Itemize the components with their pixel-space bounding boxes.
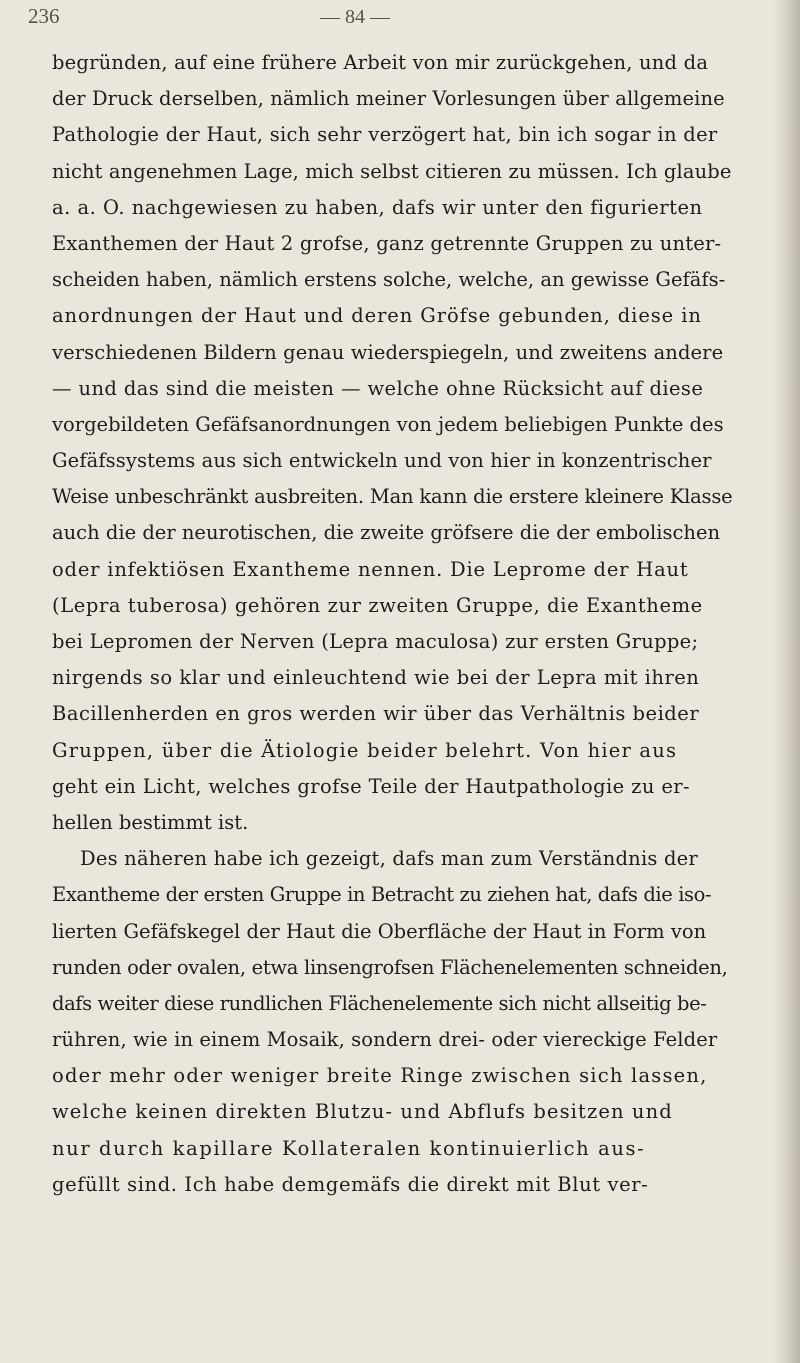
text-line: Gruppen, über die Ätiologie beider belehrt. Von hier aus: [52, 738, 678, 762]
text-line: oder mehr oder weniger breite Ringe zwischen sich lassen,: [52, 1064, 708, 1088]
text-line: nirgends so klar und einleuchtend wie bei der Lepra mit ihren: [52, 666, 700, 690]
text-line: runden oder ovalen, etwa linsengrofsen Flächenelementen schneiden,: [52, 955, 728, 979]
text-line: gefüllt sind. Ich habe demgemäfs die direkt mit Blut ver-: [52, 1172, 649, 1196]
text-line: rühren, wie in einem Mosaik, sondern drei- oder viereckige Felder: [52, 1028, 718, 1052]
text-line: Gefäfssystems aus sich entwickeln und von hier in konzentrischer: [52, 449, 712, 473]
text-line: verschiedenen Bildern genau wiederspiegeln, und zweitens andere: [52, 340, 724, 364]
text-line: (Lepra tuberosa) gehören zur zweiten Gruppe, die Exantheme: [52, 593, 703, 617]
text-line: begründen, auf eine frühere Arbeit von mir zurückgehen, und da: [52, 51, 709, 74]
text-line: der Druck derselben, nämlich meiner Vorlesungen über allgemeine: [52, 87, 725, 111]
text-line: welche keinen direkten Blutzu- und Abflufs besitzen und: [52, 1100, 673, 1124]
running-head: — 84 —: [320, 6, 390, 28]
text-line: Weise unbeschränkt ausbreiten. Man kann die erstere kleinere Klasse: [52, 485, 733, 509]
text-line: Exanthemen der Haut 2 grofse, ganz getrennte Gruppen zu unter-: [52, 231, 722, 255]
text-line: anordnungen der Haut und deren Gröfse gebunden, diese in: [52, 304, 702, 328]
text-line: bei Lepromen der Nerven (Lepra maculosa) zur ersten Gruppe;: [52, 630, 699, 653]
body-text: [52, 45, 780, 1203]
text-line: auch die der neurotischen, die zweite gröfsere die der embolischen: [52, 521, 721, 545]
text-line: nicht angenehmen Lage, mich selbst citieren zu müssen. Ich glaube: [52, 159, 732, 183]
text-line: vorgebildeten Gefäfsanordnungen von jedem beliebigen Punkte des: [52, 412, 724, 436]
text-line: scheiden haben, nämlich erstens solche, welche, an gewisse Gefäfs-: [52, 268, 726, 292]
text-line: oder infektiösen Exantheme nennen. Die Leprome der Haut: [52, 557, 689, 581]
text-line: Exantheme der ersten Gruppe in Betracht zu ziehen hat, dafs die iso-: [52, 883, 712, 907]
text-line: Des näheren habe ich gezeigt, dafs man zum Verständnis der: [80, 847, 698, 871]
text-line: a. a. O. nachgewiesen zu haben, dafs wir unter den figurierten: [52, 195, 703, 219]
text-line: Pathologie der Haut, sich sehr verzögert hat, bin ich sogar in der: [52, 123, 718, 147]
text-line: Bacillenherden en gros werden wir über das Verhältnis beider: [52, 702, 700, 726]
page-number: 236: [28, 4, 60, 28]
text-line: dafs weiter diese rundlichen Flächenelemente sich nicht allseitig be-: [52, 991, 707, 1015]
text-line: lierten Gefäfskegel der Haut die Oberfläche der Haut in Form von: [52, 919, 707, 943]
text-line: nur durch kapillare Kollateralen kontinuierlich aus-: [52, 1136, 646, 1160]
text-line: hellen bestimmt ist.: [52, 810, 249, 834]
text-line: — und das sind die meisten — welche ohne Rücksicht auf diese: [52, 376, 704, 400]
text-line: geht ein Licht, welches grofse Teile der Hautpathologie zu er-: [52, 774, 691, 798]
